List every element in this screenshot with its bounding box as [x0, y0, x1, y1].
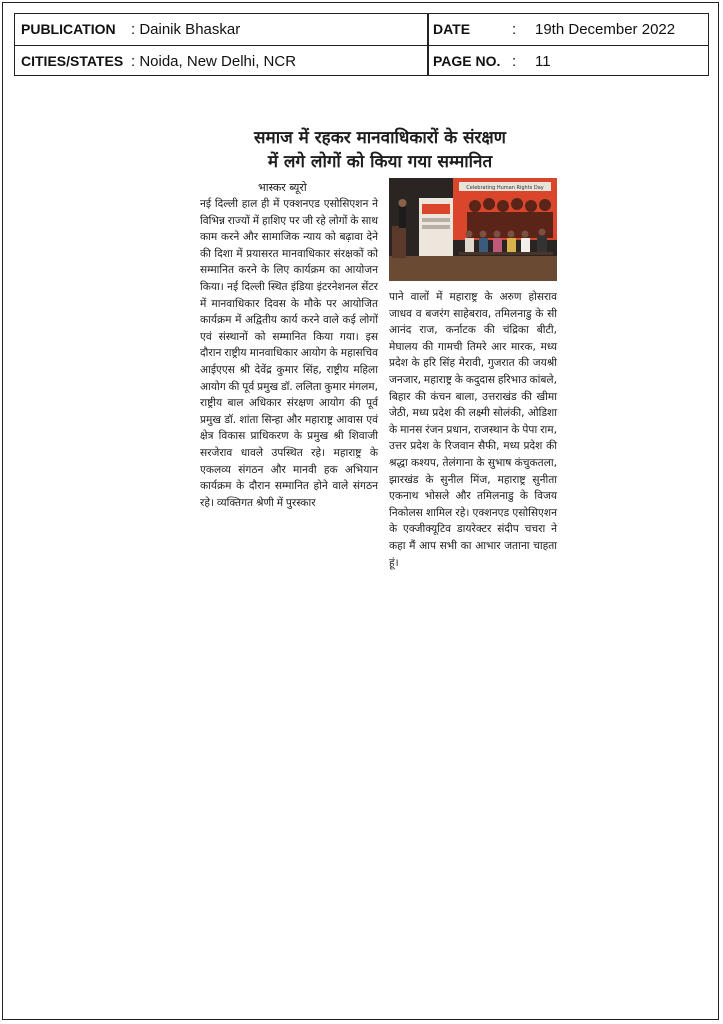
date-value: 19th December 2022 [535, 21, 676, 38]
cities-label: CITIES/STATES [21, 53, 124, 69]
clipping-meta-table [14, 13, 709, 76]
cities-value: : Noida, New Delhi, NCR [131, 53, 297, 70]
page-no-colon: : [512, 53, 517, 70]
date-colon: : [512, 21, 517, 38]
page-no-value: 11 [535, 53, 551, 70]
article-column-2: पाने वालों में महाराष्ट्र के अरुण होसराव जाधव व बजरंग साहेबराव, तमिलनाडु के सी आनंद राज, कर्नाटक की चंद्रिका बीटी, मेघालय की गामची तिमरे आर मारक, मध्य प्रदेश के हरि सिंह मेरावी, गुजरात की जयश्री जनजार, महाराष्ट्र के कदुदास हरिभाउ कांबले, बिहार की कंचन बाला, उत्तराखंड की खीमा जेठी, मध्य प्रदेश की लक्ष्मी सोलंकी, ओडिशा के मानस रंजन प्रधान, राजस्थान के पेपा राम, उत्तर प्रदेश के रिजवान सैफी, मध्य प्रदेश की श्रद्धा कश्यप, तेलंगाना के सुभाष कंचुकतला, झारखंड के सुनील मिंज, महाराष्ट्र सुनीता एकनाथ भोसले और तमिलनाडु के विजय निकोलस शामिल रहे। एक्शनएड एसोसिएशन के एक्जीक्यूटिव डायरेक्टर संदीप चचरा ने कहा मैं आप सभी का आभार जताना चाहता हूं। [389, 291, 557, 569]
meta-column-divider [427, 14, 429, 75]
article-byline: भास्कर ब्यूरो [258, 181, 307, 194]
headline-line-1: समाज में रहकर मानवाधिकारों के संरक्षण [254, 128, 506, 148]
page-no-label: PAGE NO. [433, 53, 501, 69]
event-photo-illustration [389, 178, 557, 281]
photo-banner-text: Celebrating Human Rights Day [466, 185, 544, 191]
event-photo [389, 178, 557, 281]
date-label: DATE [433, 21, 471, 37]
publication-value: : Dainik Bhaskar [131, 21, 241, 38]
publication-label: PUBLICATION [21, 21, 116, 37]
article-headline [200, 126, 560, 174]
headline-line-2: में लगे लोगों को किया गया सम्मानित [267, 152, 493, 172]
article-column-1: नई दिल्ली हाल ही में एक्शनएड एसोसिएशन ने विभिन्न राज्यों में हाशिए पर जी रहे लोगों के साथ काम करने और सामाजिक न्याय को बढ़ावा देने की दिशा में प्रयासरत मानवाधिकार संरक्षकों को सम्मानित करने के लिए कार्यक्रम का आयोजन किया। नई दिल्ली स्थित इंडिया इंटरनेशनल सेंटर में मानवाधिकार दिवस के मौके पर आयोजित कार्यक्रम में अद्वितीय कार्य करने वाले कई लोगों एवं संस्थानों को सम्मानित किया गया। इस दौरान राष्ट्रीय मानवाधिकार आयोग के महासचिव आईएएस श्री देवेंद्र कुमार सिंह, राष्ट्रीय महिला आयोग की पूर्व प्रमुख डॉ. ललिता कुमार मंगलम, राष्ट्रीय बाल अधिकार संरक्षण आयोग की पूर्व प्रमुख डॉ. शांता सिन्हा और महाराष्ट्र आवास एवं क्षेत्र विकास प्राधिकरण के प्रमुख श्री शिवाजी सरजेराव धावले उपस्थित रहे। महाराष्ट्र के एकलव्य संगठन और मानवी हक अभियान कार्यक्रम के दौरान सम्मानित होने वाले संगठन रहे। व्यक्तिगत श्रेणी में पुरस्कार [200, 198, 378, 509]
meta-row-cities [15, 45, 708, 77]
meta-row-publication [15, 14, 708, 45]
